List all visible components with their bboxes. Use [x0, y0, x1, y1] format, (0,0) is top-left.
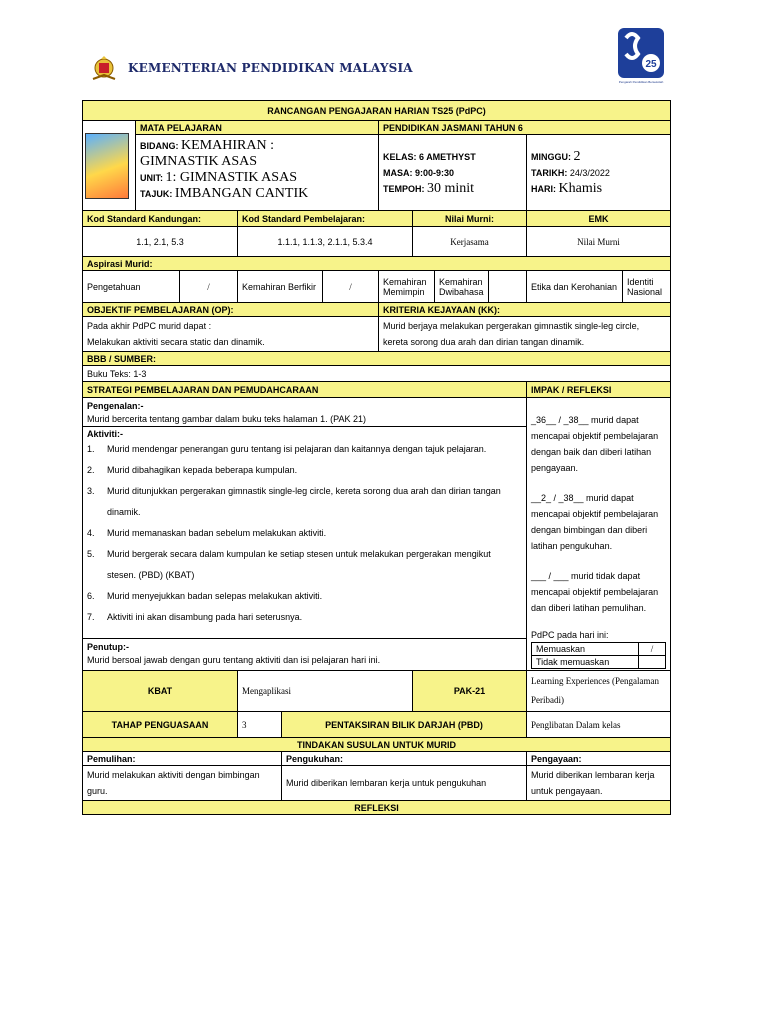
pdpc-label: PdPC pada hari ini: [531, 630, 609, 640]
aktiviti-item [87, 439, 522, 460]
date-details [527, 135, 671, 211]
kbat-value: Mengaplikasi [238, 671, 413, 712]
kk-label: KRITERIA KEJAYAAN (KK): [379, 303, 671, 317]
pengenalan-label: Pengenalan:- [87, 401, 144, 411]
minggu-label: MINGGU: [531, 151, 571, 162]
mata-pelajaran-value: PENDIDIKAN JASMANI TAHUN 6 [379, 121, 671, 135]
pengenalan-section [83, 398, 527, 427]
textbook-cover-image [83, 121, 136, 211]
emk-value: Nilai Murni [527, 227, 671, 257]
nilai-header: Nilai Murni: [413, 211, 527, 227]
masa-label: MASA: [383, 167, 413, 178]
aktiviti-number: 1. [87, 443, 95, 454]
aktiviti-text: Murid ditunjukkan pergerakan gimnastik single-leg circle, kereta sorong dua arah dan dirian tangan dinamik. [107, 485, 501, 517]
tajuk-value: IMBANGAN CANTIK [174, 186, 309, 201]
aspirasi-label: Aspirasi Murid: [83, 257, 671, 271]
unit-value: 1: GIMNASTIK ASAS [165, 170, 297, 185]
aktiviti-number: 6. [87, 590, 95, 601]
penutup-label: Penutup:- [87, 642, 129, 653]
nilai-value: Kerjasama [413, 227, 527, 257]
pbd-label: PENTAKSIRAN BILIK DARJAH (PBD) [282, 712, 527, 738]
aktiviti-item [87, 607, 522, 628]
pemulihan-text: Murid melakukan aktiviti dengan bimbingan guru. [83, 766, 282, 801]
tempoh-label: TEMPOH: [383, 183, 425, 194]
ministry-name: KEMENTERIAN PENDIDIKAN MALAYSIA [128, 61, 413, 75]
aktiviti-number: 3. [87, 485, 95, 496]
aspirasi-dwibahasa: Kemahiran Dwibahasa [435, 271, 489, 303]
aspirasi-dwibahasa-mark [489, 271, 527, 303]
hari-label: HARI: [531, 183, 556, 194]
tidak-memuaskan-mark [639, 656, 666, 669]
pengukuhan-text: Murid diberikan lembaran kerja untuk pengukuhan [282, 766, 527, 801]
aktiviti-label: Aktiviti:- [87, 428, 123, 439]
ts25-logo-icon [618, 28, 664, 86]
aktiviti-number: 2. [87, 464, 95, 475]
tarikh-label: TARIKH: [531, 167, 568, 178]
refleksi-label: REFLEKSI [83, 801, 671, 815]
aspirasi-memimpin: Kemahiran Memimpin [379, 271, 435, 303]
impak-label: IMPAK / REFLEKSI [527, 382, 671, 398]
impak-3: ___ / ___ murid tidak dapat mencapai objektif pembelajaran dan diberi latihan pemulihan. [531, 571, 659, 613]
kelas-label: KELAS: [383, 151, 417, 162]
pak21-label: PAK-21 [413, 671, 527, 712]
pdpc-table [531, 642, 666, 669]
impak-section [527, 398, 671, 671]
aktiviti-item [87, 586, 522, 607]
pbd-value: Penglibatan Dalam kelas [527, 712, 671, 738]
aktiviti-list [87, 439, 522, 628]
bbb-value: Buku Teks: 1-3 [83, 366, 671, 382]
pengukuhan-label: Pengukuhan: [282, 752, 527, 766]
malaysia-crest-icon [90, 55, 118, 83]
kbat-label: KBAT [83, 671, 238, 712]
aktiviti-text: Murid mendengar penerangan guru tentang isi pelajaran dan kaitannya dengan tajuk pelajaran. [107, 443, 487, 454]
pengayaan-label: Pengayaan: [527, 752, 671, 766]
aktiviti-section [83, 426, 527, 639]
aspirasi-pengetahuan-mark: / [180, 271, 238, 303]
op-line-2: Melakukan aktiviti secara static dan dinamik. [87, 337, 265, 347]
penutup-section [83, 639, 527, 671]
page-header [0, 0, 768, 100]
form-title: RANCANGAN PENGAJARAN HARIAN TS25 (PdPC) [83, 101, 671, 121]
lesson-plan-table [82, 100, 671, 815]
strategi-label: STRATEGI PEMBELAJARAN DAN PEMUDAHCARAAN [83, 382, 527, 398]
aspirasi-berfikir: Kemahiran Berfikir [238, 271, 323, 303]
pengayaan-text: Murid diberikan lembaran kerja untuk pengayaan. [527, 766, 671, 801]
memuaskan-label: Memuaskan [532, 643, 639, 656]
aspirasi-berfikir-mark: / [323, 271, 379, 303]
class-details [379, 135, 527, 211]
aktiviti-text: Murid menyejukkan badan selepas melakukan aktiviti. [107, 590, 323, 601]
tempoh-value: 30 minit [427, 180, 475, 196]
aspirasi-etika: Etika dan Kerohanian [527, 271, 623, 303]
aspirasi-identiti: Identiti Nasional [623, 271, 671, 303]
impak-1: _36__ / _38__ murid dapat mencapai objektif pembelajaran dengan baik dan diberi latihan pengayaan. [531, 415, 659, 473]
bidang-label: BIDANG: [140, 141, 179, 151]
mata-pelajaran-label: MATA PELAJARAN [136, 121, 379, 135]
aktiviti-text: Aktiviti ini akan disambung pada hari seterusnya. [107, 611, 303, 622]
bidang-value-2: GIMNASTIK ASAS [140, 154, 258, 169]
aktiviti-item [87, 523, 522, 544]
kelas-value: 6 AMETHYST [419, 151, 476, 162]
op-label: OBJEKTIF PEMBELAJARAN (OP): [83, 303, 379, 317]
op-line-1: Pada akhir PdPC murid dapat : [87, 321, 212, 331]
unit-label: UNIT: [140, 173, 163, 183]
subject-details [136, 135, 379, 211]
penutup-text: Murid bersoal jawab dengan guru tentang aktiviti dan isi pelajaran hari ini. [87, 655, 381, 666]
tp-value: 3 [238, 712, 282, 738]
aktiviti-text: Murid dibahagikan kepada beberapa kumpulan. [107, 464, 298, 475]
tp-label: TAHAP PENGUASAAN [83, 712, 238, 738]
aktiviti-item [87, 544, 522, 586]
masa-value: 9:00-9:30 [415, 167, 455, 178]
aktiviti-text: Murid bergerak secara dalam kumpulan ke setiap stesen untuk melakukan pergerakan mengikut stesen. (PBD) (KBAT) [107, 548, 491, 580]
aktiviti-item [87, 481, 522, 523]
ts25-logo-caption: Pengarah Pendidikan Bersekolah [618, 80, 664, 84]
aktiviti-number: 4. [87, 527, 95, 538]
aspirasi-pengetahuan: Pengetahuan [83, 271, 180, 303]
pak21-value: Learning Experiences (Pengalaman Peribadi) [527, 671, 671, 712]
kk-text: Murid berjaya melakukan pergerakan gimnastik single-leg circle, kereta sorong dua arah dan dirian tangan dinamik. [379, 317, 671, 352]
impak-2: __2_ / _38__ murid dapat mencapai objektif pembelajaran dengan bimbingan dan diberi latihan pengukuhan. [531, 493, 659, 551]
aktiviti-text: Murid memanaskan badan sebelum melakukan aktiviti. [107, 527, 327, 538]
op-text [83, 317, 379, 352]
textbook-cover-image [85, 133, 129, 199]
tajuk-label: TAJUK: [140, 189, 173, 199]
emk-header: EMK [527, 211, 671, 227]
memuaskan-mark: / [639, 643, 666, 656]
pemulihan-label: Pemulihan: [83, 752, 282, 766]
bbb-label: BBB / SUMBER: [83, 352, 671, 366]
hari-value: Khamis [558, 180, 603, 196]
minggu-value: 2 [573, 148, 581, 164]
ksk-header: Kod Standard Kandungan: [83, 211, 238, 227]
aktiviti-item [87, 460, 522, 481]
tidak-memuaskan-label: Tidak memuaskan [532, 656, 639, 669]
pengenalan-text: Murid bercerita tentang gambar dalam buku teks halaman 1. (PAK 21) [87, 414, 366, 424]
aktiviti-number: 5. [87, 548, 95, 559]
ksp-value: 1.1.1, 1.1.3, 2.1.1, 5.3.4 [238, 227, 413, 257]
tarikh-value: 24/3/2022 [569, 167, 610, 178]
bidang-value: KEMAHIRAN : [181, 138, 274, 153]
svg-text:25: 25 [645, 59, 657, 70]
ksp-header: Kod Standard Pembelajaran: [238, 211, 413, 227]
aktiviti-number: 7. [87, 611, 95, 622]
tindakan-label: TINDAKAN SUSULAN UNTUK MURID [83, 738, 671, 752]
ksk-value: 1.1, 2.1, 5.3 [83, 227, 238, 257]
